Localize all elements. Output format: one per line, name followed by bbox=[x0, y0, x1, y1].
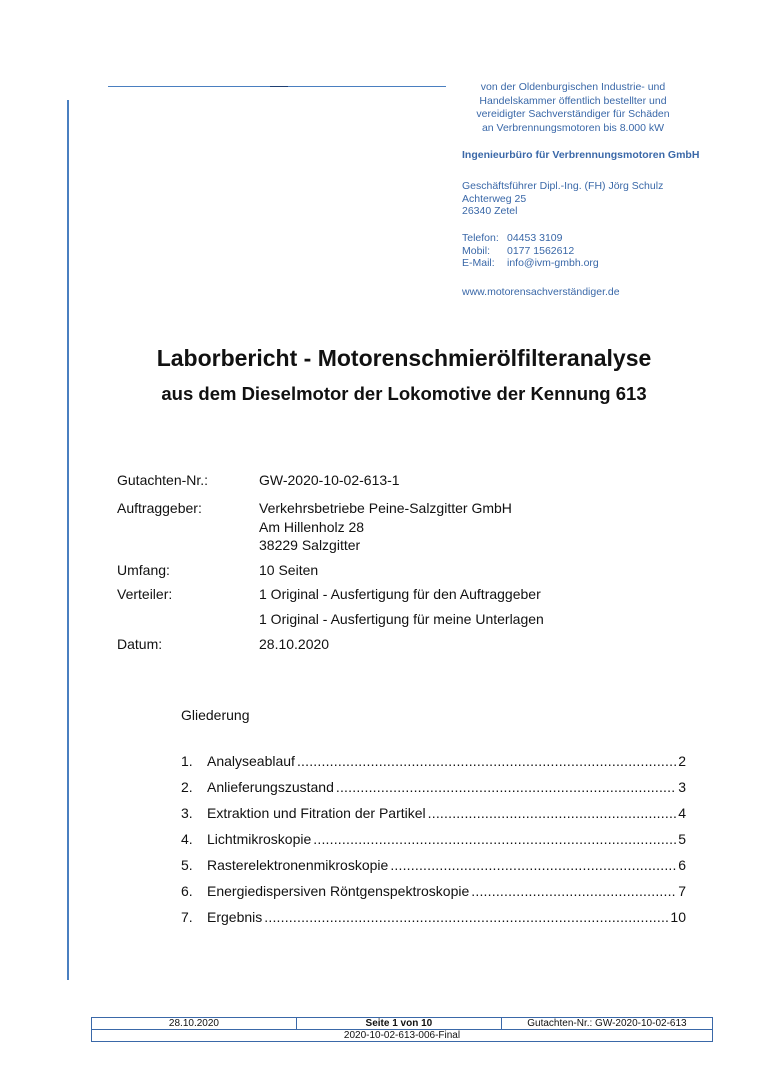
distribution-label: Verteiler: bbox=[117, 586, 173, 602]
toc-page: 4 bbox=[678, 805, 686, 821]
date-label: Datum: bbox=[117, 636, 163, 652]
toc-leader bbox=[336, 779, 676, 795]
toc-leader bbox=[471, 883, 676, 899]
footer-date: 28.10.2020 bbox=[92, 1018, 297, 1030]
toc-item[interactable] bbox=[181, 753, 686, 773]
email-label: E-Mail: bbox=[462, 257, 495, 269]
toc-number: 7. bbox=[181, 909, 193, 925]
toc-text: Lichtmikroskopie bbox=[207, 831, 312, 847]
report-title: Laborbericht - Motorenschmierölfilteranalyse bbox=[156, 345, 652, 371]
toc-leader bbox=[264, 909, 668, 925]
toc-leader bbox=[313, 831, 676, 847]
header-rule-accent bbox=[270, 86, 288, 87]
distribution-item: 1 Original - Ausfertigung für meine Unterlagen bbox=[259, 611, 544, 627]
client-city: 38229 Salzgitter bbox=[259, 537, 361, 553]
scope-value: 10 Seiten bbox=[259, 562, 319, 578]
expert-line: vereidigter Sachverständiger für Schäden bbox=[476, 108, 670, 120]
managing-director: Geschäftsführer Dipl.-Ing. (FH) Jörg Schulz bbox=[462, 180, 664, 192]
report-subtitle: aus dem Dieselmotor der Lokomotive der Kennung 613 bbox=[161, 383, 647, 404]
page-footer bbox=[91, 1017, 713, 1042]
client-label: Auftraggeber: bbox=[117, 500, 202, 516]
footer-report-no: Gutachten-Nr.: GW-2020-10-02-613 bbox=[501, 1018, 712, 1030]
toc-page: 5 bbox=[678, 831, 686, 847]
toc-page: 3 bbox=[678, 779, 686, 795]
toc-number: 2. bbox=[181, 779, 193, 795]
address-block bbox=[462, 180, 663, 218]
toc-page: 6 bbox=[678, 857, 686, 873]
toc-leader bbox=[428, 805, 677, 821]
toc-page: 7 bbox=[678, 883, 686, 899]
toc-item[interactable] bbox=[181, 909, 686, 929]
toc-leader bbox=[297, 753, 676, 769]
client-name: Verkehrsbetriebe Peine-Salzgitter GmbH bbox=[259, 500, 512, 516]
toc-number: 5. bbox=[181, 857, 193, 873]
contact-block bbox=[462, 232, 599, 270]
mobile-label: Mobil: bbox=[462, 244, 491, 257]
distribution-item: 1 Original - Ausfertigung für den Auftraggeber bbox=[259, 586, 541, 602]
website-link[interactable]: www.motorensachverständiger.de bbox=[462, 286, 620, 298]
toc-heading: Gliederung bbox=[181, 707, 250, 723]
expert-line: an Verbrennungsmotoren bis 8.000 kW bbox=[481, 121, 665, 134]
report-no-value: GW-2020-10-02-613-1 bbox=[259, 472, 400, 488]
toc-item[interactable] bbox=[181, 831, 686, 851]
footer-page-number: Seite 1 von 10 bbox=[296, 1018, 501, 1030]
toc-item[interactable] bbox=[181, 805, 686, 825]
expert-line: von der Oldenburgischen Industrie- und bbox=[480, 81, 666, 93]
toc-item[interactable] bbox=[181, 779, 686, 799]
client-street: Am Hillenholz 28 bbox=[259, 519, 365, 535]
toc-page: 10 bbox=[670, 909, 686, 925]
phone-number: 04453 3109 bbox=[507, 232, 563, 244]
date-value: 28.10.2020 bbox=[259, 636, 330, 652]
expert-line: Handelskammer öffentlich bestellter und bbox=[479, 94, 667, 107]
email-link[interactable]: info@ivm-gmbh.org bbox=[507, 257, 599, 269]
margin-rule bbox=[67, 100, 69, 980]
phone-label: Telefon: bbox=[462, 232, 499, 244]
toc-text: Ergebnis bbox=[207, 909, 263, 925]
toc-text: Anlieferungszustand bbox=[207, 779, 334, 795]
toc-number: 4. bbox=[181, 831, 193, 847]
toc-text: Extraktion und Fitration der Partikel bbox=[207, 805, 426, 821]
street: Achterweg 25 bbox=[462, 192, 527, 205]
report-no-label: Gutachten-Nr.: bbox=[117, 472, 209, 488]
toc-number: 3. bbox=[181, 805, 193, 821]
company-name: Ingenieurbüro für Verbrennungsmotoren GmbH bbox=[462, 149, 700, 161]
footer-file-name: 2020-10-02-613-006-Final bbox=[92, 1030, 713, 1042]
expert-statement bbox=[458, 81, 688, 135]
toc-text: Rasterelektronenmikroskopie bbox=[207, 857, 389, 873]
mobile-number: 0177 1562612 bbox=[507, 244, 575, 257]
toc-text: Energiedispersiven Röntgenspektroskopie bbox=[207, 883, 470, 899]
city: 26340 Zetel bbox=[462, 205, 518, 217]
toc-text: Analyseablauf bbox=[207, 753, 295, 769]
toc-page: 2 bbox=[678, 753, 686, 769]
scope-label: Umfang: bbox=[117, 562, 170, 578]
toc-number: 1. bbox=[181, 753, 193, 769]
toc-item[interactable] bbox=[181, 883, 686, 903]
toc-number: 6. bbox=[181, 883, 193, 899]
toc-item[interactable] bbox=[181, 857, 686, 877]
toc-leader bbox=[390, 857, 676, 873]
